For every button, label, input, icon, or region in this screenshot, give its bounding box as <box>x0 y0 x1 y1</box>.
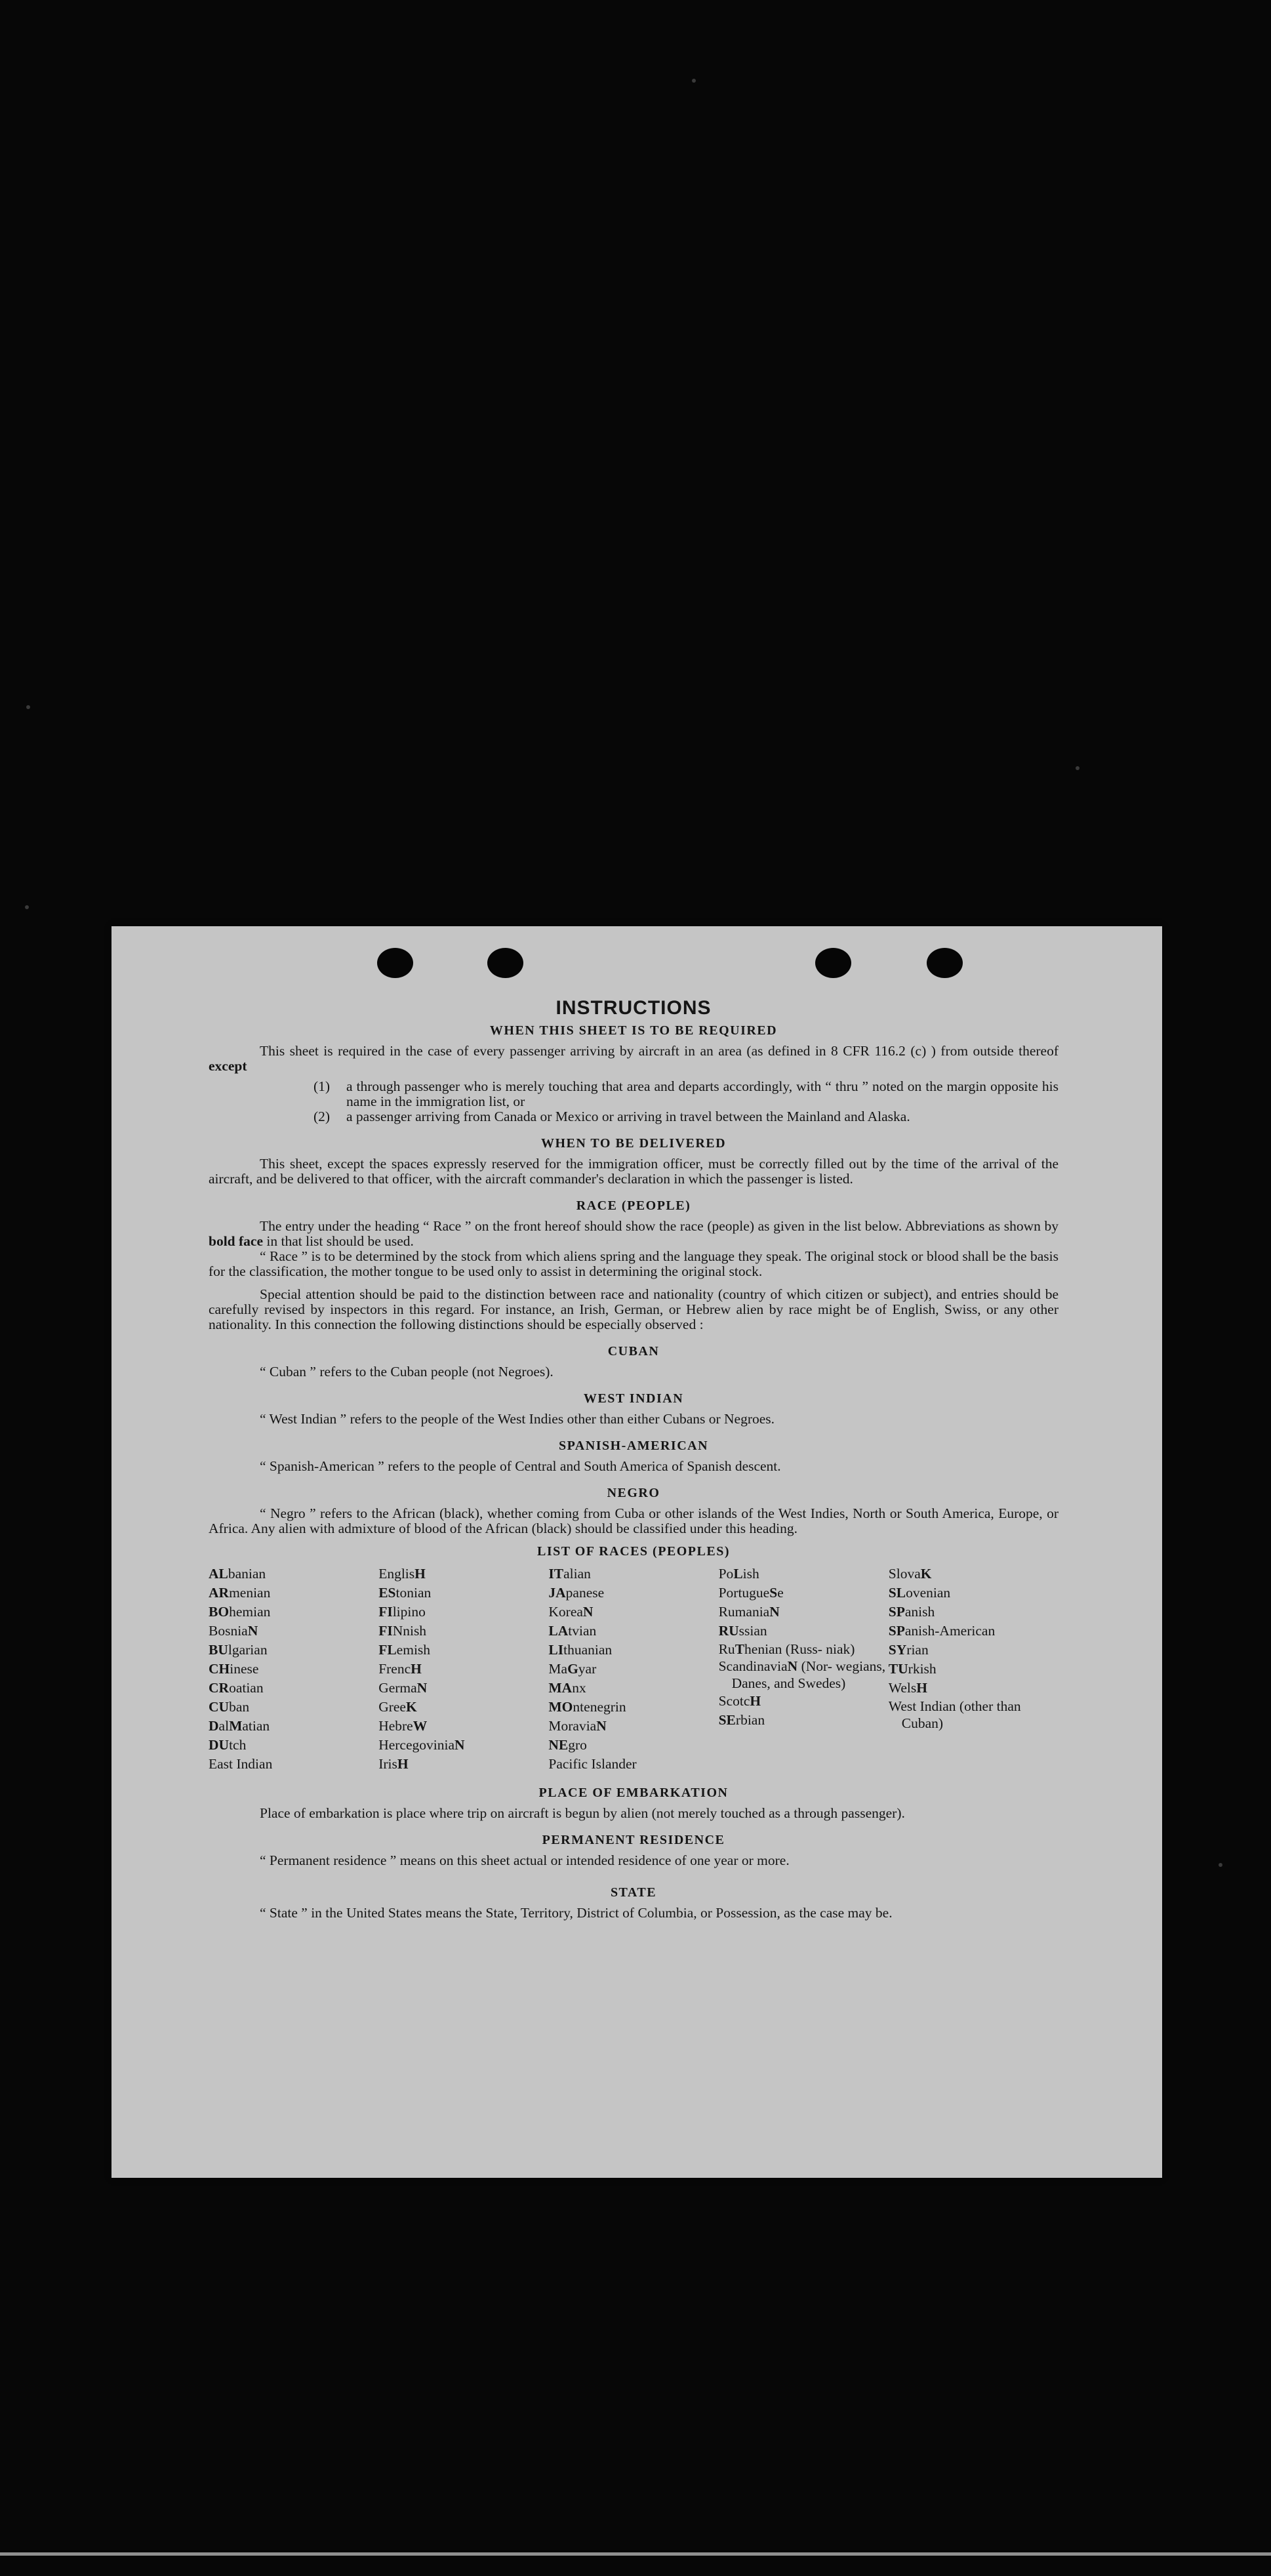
race-entry: LIthuanian <box>548 1642 613 1658</box>
race-entry: ITalian <box>548 1566 591 1582</box>
punch-hole <box>927 948 963 978</box>
race-entry: NEgro <box>548 1737 587 1753</box>
race-entry: EStonian <box>378 1585 432 1601</box>
section-heading: PERMANENT RESIDENCE <box>542 1833 725 1847</box>
paragraph: “ West Indian ” refers to the people of the West Indies other than either Cubans or Negroes. <box>260 1411 775 1427</box>
race-entry: RumaniaN <box>718 1604 780 1620</box>
race-column <box>889 1564 1059 1774</box>
race-entry: FIlipino <box>378 1604 426 1620</box>
race-entry: HebreW <box>378 1718 428 1734</box>
section-heading: LIST OF RACES (PEOPLES) <box>536 1544 730 1559</box>
paragraph: Special attention should be paid to the distinction between race and nationality (country of which citizen or subject), and entries should be carefully revised by inspectors in this regard. For instance, an Irish, German, or Hebrew alien by race might be of English, Swiss, or any other nationality. In this connection the following distinctions should be especially observed : <box>209 1286 1059 1332</box>
race-entry: PoLish <box>718 1566 759 1582</box>
section-heading: CUBAN <box>607 1344 660 1359</box>
paragraph: “ Cuban ” refers to the Cuban people (not Negroes). <box>260 1364 554 1380</box>
section-heading: SPANISH-AMERICAN <box>558 1439 709 1453</box>
list-item: (1) a through passenger who is merely touching that area and departs accordingly, with “ thru ” noted on the margin opposite his name in the immigration list, or <box>313 1078 1059 1109</box>
race-list <box>209 1564 1059 1774</box>
race-entry: WelsH <box>888 1680 927 1696</box>
race-entry: CUban <box>209 1699 250 1715</box>
exception-list <box>313 1079 1059 1124</box>
page-title: INSTRUCTIONS <box>555 997 712 1019</box>
race-entry: SYrian <box>888 1642 929 1658</box>
race-entry: LAtvian <box>548 1623 597 1639</box>
race-entry: MOntenegrin <box>548 1699 626 1715</box>
race-entry: ALbanian <box>209 1566 266 1582</box>
race-entry: FLemish <box>378 1642 431 1658</box>
section-heading: PLACE OF EMBARKATION <box>538 1786 729 1800</box>
section-heading: NEGRO <box>607 1486 660 1500</box>
race-entry: BOhemian <box>209 1604 271 1620</box>
race-entry: BosniaN <box>209 1623 258 1639</box>
race-entry: PortugueSe <box>718 1585 784 1601</box>
race-entry: EnglisH <box>378 1566 426 1582</box>
race-column <box>719 1564 889 1774</box>
race-entry: JApanese <box>548 1585 605 1601</box>
race-entry: DalMatian <box>209 1718 270 1734</box>
section-heading: WHEN TO BE DELIVERED <box>540 1136 727 1151</box>
race-entry: DUtch <box>209 1737 247 1753</box>
race-entry: West Indian (other than Cuban) <box>888 1698 1021 1731</box>
paragraph: “ Negro ” refers to the African (black), whether coming from Cuba or other islands of the West Indies, North or South America, Europe, or Africa. Any alien with admixture of blood of the African (black) should be classified under this heading. <box>209 1505 1059 1536</box>
paragraph: “ State ” in the United States means the State, Territory, District of Columbia, or Possession, as the case may be. <box>260 1905 893 1921</box>
sheet-content <box>209 997 1059 1921</box>
race-entry: RuThenian (Russ- niak) <box>718 1641 855 1657</box>
race-entry: BUlgarian <box>209 1642 268 1658</box>
section-heading: RACE (PEOPLE) <box>576 1198 691 1213</box>
race-entry: SErbian <box>718 1712 765 1728</box>
punch-hole <box>377 948 413 978</box>
section-heading: STATE <box>610 1885 657 1900</box>
race-column <box>548 1564 718 1774</box>
race-entry: SPanish <box>888 1604 935 1620</box>
paragraph: Place of embarkation is place where trip on aircraft is begun by alien (not merely touched as a through passenger). <box>260 1805 905 1821</box>
race-column <box>378 1564 548 1774</box>
paragraph: The entry under the heading “ Race ” on the front hereof should show the race (people) as given in the list below. Abbreviations as shown by bold face in that list should be used. <box>209 1218 1059 1249</box>
race-entry: SPanish-American <box>888 1623 996 1639</box>
race-entry: KoreaN <box>548 1604 594 1620</box>
race-entry: ScotcH <box>718 1693 761 1709</box>
list-item: (2) a passenger arriving from Canada or Mexico or arriving in travel between the Mainland and Alaska. <box>313 1109 910 1124</box>
race-entry: Pacific Islander <box>548 1756 637 1772</box>
punch-hole <box>815 948 851 978</box>
race-entry: ARmenian <box>209 1585 271 1601</box>
section-heading: WHEN THIS SHEET IS TO BE REQUIRED <box>489 1023 778 1038</box>
race-entry: IrisH <box>378 1756 409 1772</box>
paragraph: “ Permanent residence ” means on this sheet actual or intended residence of one year or more. <box>260 1852 790 1868</box>
instruction-sheet <box>111 926 1162 2178</box>
race-entry: MoraviaN <box>548 1718 607 1734</box>
race-entry: CHinese <box>209 1661 259 1677</box>
race-entry: RUssian <box>718 1623 767 1639</box>
race-entry: FINnish <box>378 1623 427 1639</box>
race-column <box>209 1564 378 1774</box>
race-entry: CRoatian <box>209 1680 264 1696</box>
emphasis: except <box>209 1058 247 1074</box>
race-entry: GermaN <box>378 1680 428 1696</box>
race-entry: ScandinaviaN (Nor- wegians, Danes, and Swedes) <box>718 1658 886 1691</box>
paragraph: This sheet is required in the case of every passenger arriving by aircraft in an area (as defined in 8 CFR 116.2 (c) ) from outside thereof except <box>209 1043 1059 1074</box>
race-entry: GreeK <box>378 1699 417 1715</box>
paragraph: This sheet, except the spaces expressly reserved for the immigration officer, must be correctly filled out by the time of the arrival of the aircraft, and be delivered to that officer, with the aircraft commander's declaration in which the passenger is listed. <box>209 1156 1059 1187</box>
punch-hole <box>487 948 523 978</box>
paragraph: “ Race ” is to be determined by the stock from which aliens spring and the language they speak. The original stock or blood shall be the basis for the classification, the mother tongue to be used only to assist in determining the original stock. <box>209 1248 1059 1279</box>
paragraph: “ Spanish-American ” refers to the people of Central and South America of Spanish descent. <box>260 1458 781 1474</box>
race-entry: East Indian <box>209 1756 273 1772</box>
race-entry: MAnx <box>548 1680 586 1696</box>
race-entry: FrencH <box>378 1661 422 1677</box>
race-entry: MaGyar <box>548 1661 597 1677</box>
scan-edge-line <box>0 2552 1271 2556</box>
race-entry: TUrkish <box>888 1661 937 1677</box>
section-heading: WEST INDIAN <box>583 1391 684 1406</box>
race-entry: HercegoviniaN <box>378 1737 465 1753</box>
race-entry: SLovenian <box>888 1585 951 1601</box>
race-entry: SlovaK <box>888 1566 932 1582</box>
